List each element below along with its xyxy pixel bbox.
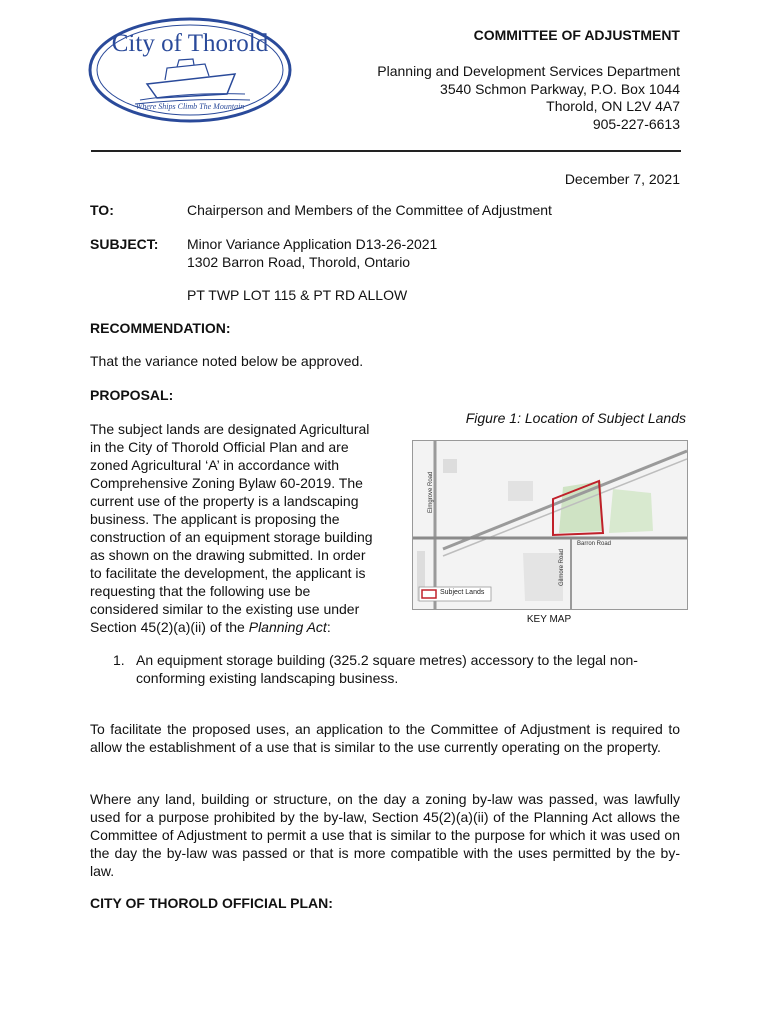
list-item-line-2: conforming existing landscaping business.	[136, 670, 399, 686]
official-plan-heading: CITY OF THOROLD OFFICIAL PLAN:	[90, 895, 333, 911]
map-graphic	[413, 441, 687, 609]
to-value: Chairperson and Members of the Committee of Adjustment	[187, 202, 552, 218]
figure-caption: Figure 1: Location of Subject Lands	[465, 410, 686, 426]
proposal-last-suffix: :	[326, 619, 331, 635]
map-label-barron: Barron Road	[577, 541, 612, 547]
paragraph-section-45: Where any land, building or structure, on the day a zoning by-law was passed, was lawfully used for a purpose prohibited by the by-law, Section 45(2)(a)(ii) of the Planning Act allows the Committee of Adjustment to permit a use that is similar to the purpose for which it was used on the day the by-law was passed or that is more compatible with the uses permitted by the by-law.	[90, 791, 680, 879]
subject-line-1: Minor Variance Application D13-26-2021	[187, 236, 438, 252]
paragraph-facilitate: To facilitate the proposed uses, an application to the Committee of Adjustment is required to allow the establishment of a use that is similar to the use currently operating on the property.	[90, 721, 680, 755]
subject-line-3: PT TWP LOT 115 & PT RD ALLOW	[187, 287, 408, 303]
proposal-text	[90, 420, 410, 636]
map-label-gilmore: Gilmore Road	[559, 548, 565, 586]
subject-line-2: 1302 Barron Road, Thorold, Ontario	[187, 254, 411, 270]
phone-number: 905-227-6613	[592, 116, 680, 132]
proposal-line: considered similar to the existing use under	[90, 601, 360, 617]
list-item-line-1: An equipment storage building (325.2 square metres) accessory to the legal non-	[136, 652, 638, 668]
letter-date: December 7, 2021	[564, 171, 680, 187]
proposal-line: requesting that the following use be	[90, 583, 311, 599]
proposal-line: in the City of Thorold Official Plan and are	[90, 439, 349, 455]
planning-act-reference: Planning Act	[248, 619, 327, 635]
recommendation-text: That the variance noted below be approved.	[90, 353, 364, 369]
address-line-2: Thorold, ON L2V 4A7	[546, 98, 680, 114]
header-divider	[91, 150, 681, 152]
department-name: Planning and Development Services Department	[377, 63, 680, 79]
map-legend-label: Subject Lands	[440, 589, 485, 596]
location-map	[412, 440, 688, 610]
proposal-line: business. The applicant is proposing the	[90, 511, 340, 527]
proposal-line: zoned Agricultural ‘A’ in accordance with	[90, 457, 340, 473]
list-number: 1.	[113, 652, 125, 668]
logo-tagline: Where Ships Climb The Mountain	[135, 102, 245, 111]
proposal-line-last	[90, 618, 410, 636]
proposal-line: Comprehensive Zoning Bylaw 60-2019. The	[90, 475, 363, 491]
proposal-line: construction of an equipment storage building	[90, 529, 373, 545]
city-logo	[85, 14, 295, 126]
list-item-text	[136, 651, 686, 687]
proposal-line: to facilitate the development, the applicant is	[90, 565, 366, 581]
proposal-line: The subject lands are designated Agricultural	[90, 421, 370, 437]
logo-name: City of Thorold	[111, 30, 269, 57]
recommendation-heading: RECOMMENDATION:	[90, 320, 231, 336]
key-map-label: KEY MAP	[526, 614, 572, 625]
to-label: TO:	[90, 202, 114, 218]
proposal-last-prefix: Section 45(2)(a)(ii) of the	[90, 619, 249, 635]
committee-title: COMMITTEE OF ADJUSTMENT	[473, 27, 680, 43]
subject-label: SUBJECT:	[90, 236, 159, 252]
proposal-line: as shown on the drawing submitted. In order	[90, 547, 366, 563]
address-line-1: 3540 Schmon Parkway, P.O. Box 1044	[440, 81, 680, 97]
map-label-elmgrove: Elmgrove Road	[428, 471, 434, 513]
proposal-line: current use of the property is a landscaping	[90, 493, 359, 509]
proposal-heading: PROPOSAL:	[90, 387, 174, 403]
